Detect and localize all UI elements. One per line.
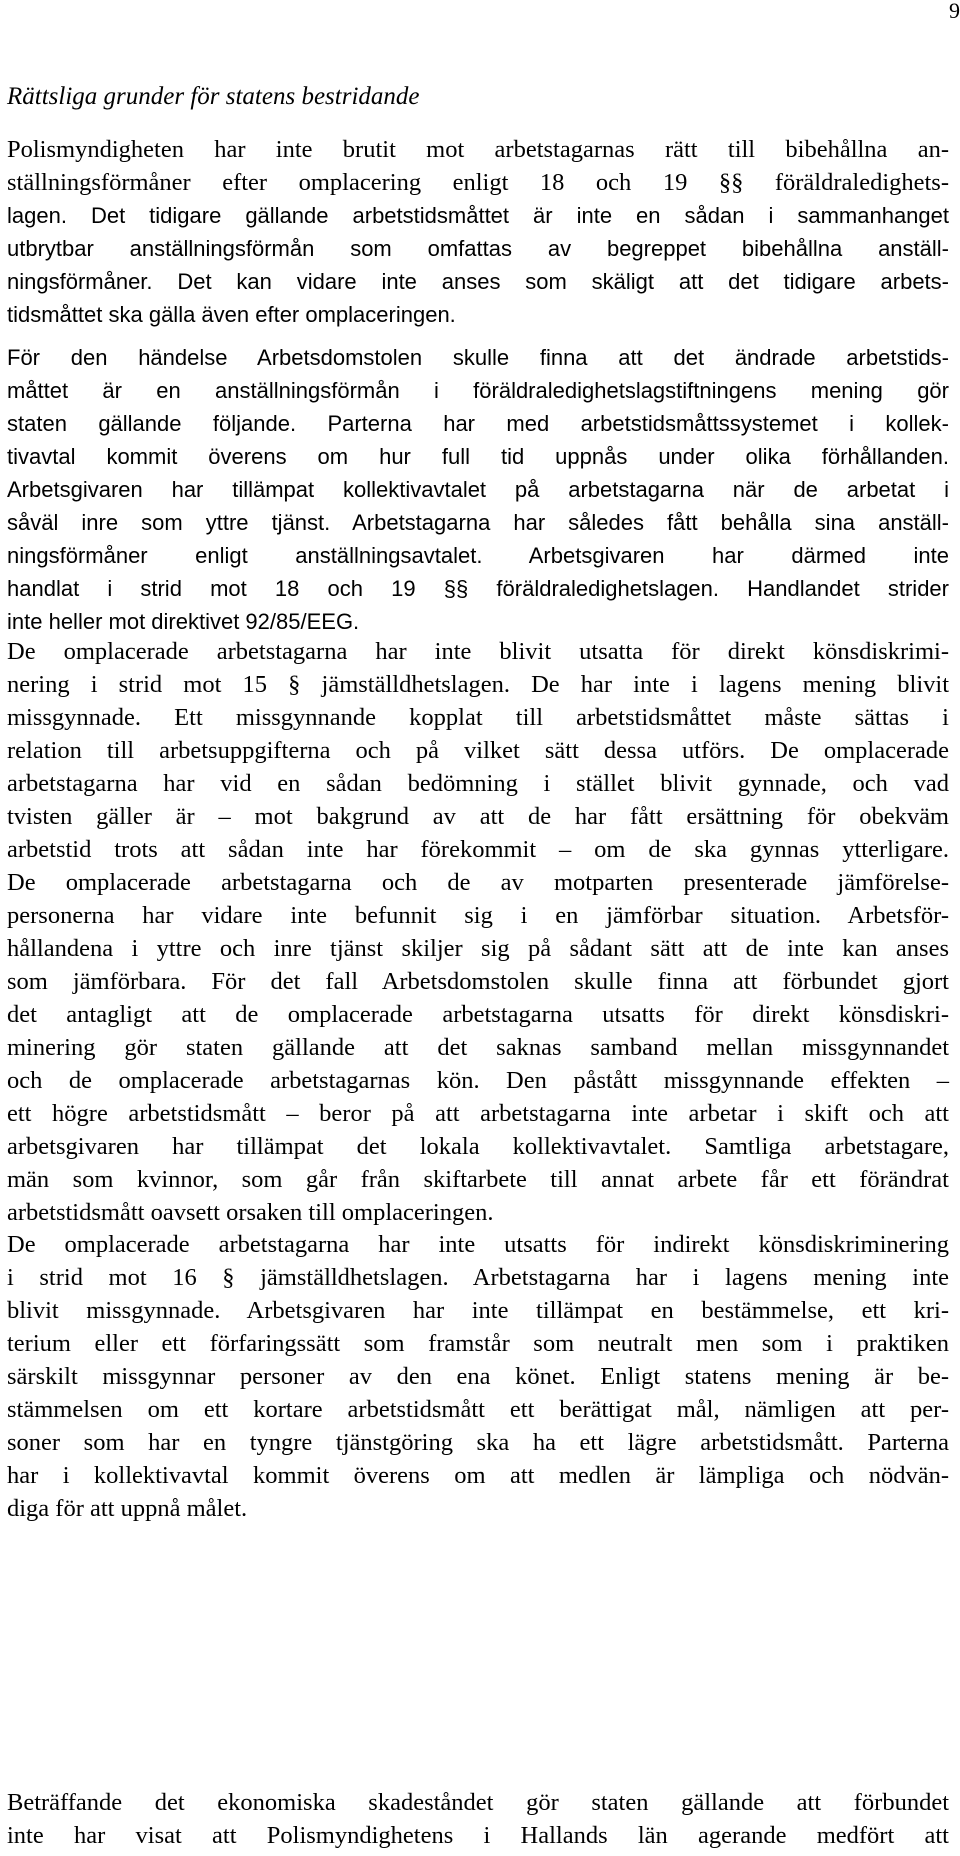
paragraph-line: De omplacerade arbetstagarna har inte utsatts för indirekt könsdiskriminering (7, 1231, 949, 1258)
paragraph-line: De omplacerade arbetstagarna har inte blivit utsatta för direkt könsdiskrimi- (7, 638, 949, 665)
paragraph-line: Arbetsgivaren har tillämpat kollektivavtalet på arbetstagarna när de arbetat i (7, 477, 949, 502)
paragraph-5 (7, 1786, 949, 1852)
paragraph-line: minering gör staten gällande att det saknas samband mellan missgynnandet (7, 1034, 949, 1061)
paragraph-line: inte heller mot direktivet 92/85/EEG. (7, 609, 360, 634)
paragraph-line: som jämförbara. För det fall Arbetsdomstolen skulle finna att förbundet gjort (7, 968, 949, 995)
paragraph-2 (7, 341, 949, 638)
paragraph-line: i strid mot 16 § jämställdhetslagen. Arbetstagarna har i lagens mening inte (7, 1264, 949, 1291)
paragraph-line: tivavtal kommit överens om hur full tid uppnås under olika förhållanden. (7, 444, 949, 469)
paragraph-line: tidsmåttet ska gälla även efter omplaceringen. (7, 302, 456, 327)
paragraph-line: handlat i strid mot 18 och 19 §§ föräldraledighetslagen. Handlandet strider (7, 576, 949, 601)
paragraph-line: utbrytbar anställningsförmån som omfattas av begreppet bibehållna anställ- (7, 236, 949, 261)
paragraph-1-continued (7, 199, 949, 331)
paragraph-line: terium eller ett förfaringssätt som framstår som neutralt men som i praktiken (7, 1330, 949, 1357)
paragraph-line: nering i strid mot 15 § jämställdhetslagen. De har inte i lagens mening blivit (7, 671, 949, 698)
paragraph-line: ett högre arbetstidsmått – beror på att arbetstagarna inte arbetar i skift och att (7, 1100, 949, 1127)
paragraph-4 (7, 1228, 949, 1525)
paragraph-line: ningsförmåner. Det kan vidare inte anses som skäligt att det tidigare arbets- (7, 269, 949, 294)
paragraph-line: arbetstid trots att sådan inte har förekommit – om de ska gynnas ytterligare. (7, 836, 949, 863)
paragraph-line: tvisten gäller är – mot bakgrund av att de har fått ersättning för obekväm (7, 803, 949, 830)
paragraph-line: stämmelsen om ett kortare arbetstidsmått ett berättigat mål, nämligen att per- (7, 1396, 949, 1423)
section-heading: Rättsliga grunder för statens bestridande (7, 83, 420, 110)
paragraph-line: personerna har vidare inte befunnit sig i en jämförbar situation. Arbetsför- (7, 902, 949, 929)
paragraph-line: missgynnade. Ett missgynnande kopplat till arbetstidsmåttet måste sättas i (7, 704, 949, 731)
paragraph-line: För den händelse Arbetsdomstolen skulle finna att det ändrade arbetstids- (7, 345, 949, 370)
paragraph-line: arbetstidsmått oavsett orsaken till omplaceringen. (7, 1199, 494, 1226)
paragraph-line: inte har visat att Polismyndighetens i Hallands län agerande medfört att (7, 1822, 949, 1849)
paragraph-line: ningsförmåner enligt anställningsavtalet. Arbetsgivaren har därmed inte (7, 543, 949, 568)
paragraph-line: och de omplacerade arbetstagarnas kön. Den påstått missgynnande effekten – (7, 1067, 949, 1094)
paragraph-line: har i kollektivavtal kommit överens om att medlen är lämpliga och nödvän- (7, 1462, 949, 1489)
paragraph-line: Beträffande det ekonomiska skadeståndet gör staten gällande att förbundet (7, 1789, 949, 1816)
paragraph-line: måttet är en anställningsförmån i föräldraledighetslagstiftningens mening gör (7, 378, 949, 403)
paragraph-line: relation till arbetsuppgifterna och på vilket sätt dessa utförs. De omplacerade (7, 737, 949, 764)
paragraph-1 (7, 133, 949, 199)
paragraph-line: det antagligt att de omplacerade arbetstagarna utsatts för direkt könsdiskri- (7, 1001, 949, 1028)
paragraph-line: soner som har en tyngre tjänstgöring ska ha ett lägre arbetstidsmått. Parterna (7, 1429, 949, 1456)
paragraph-line: hållandena i yttre och inre tjänst skiljer sig på sådant sätt att de inte kan anses (7, 935, 949, 962)
paragraph-line: blivit missgynnade. Arbetsgivaren har inte tillämpat en bestämmelse, ett kri- (7, 1297, 949, 1324)
paragraph-line: diga för att uppnå målet. (7, 1495, 248, 1522)
page-number: 9 (949, 0, 960, 23)
paragraph-line: särskilt missgynnar personer av den ena könet. Enligt statens mening är be- (7, 1363, 949, 1390)
paragraph-line: staten gällande följande. Parterna har med arbetstidsmåttssystemet i kollek- (7, 411, 949, 436)
paragraph-line: lagen. Det tidigare gällande arbetstidsmåttet är inte en sådan i sammanhanget (7, 203, 949, 228)
paragraph-3 (7, 635, 949, 1229)
paragraph-line: Polismyndigheten har inte brutit mot arbetstagarnas rätt till bibehållna an- (7, 136, 949, 163)
paragraph-line: arbetsgivaren har tillämpat det lokala kollektivavtalet. Samtliga arbetstagare, (7, 1133, 949, 1160)
paragraph-line: män som kvinnor, som går från skiftarbete till annat arbete får ett förändrat (7, 1166, 949, 1193)
paragraph-line: De omplacerade arbetstagarna och de av motparten presenterade jämförelse- (7, 869, 949, 896)
paragraph-line: ställningsförmåner efter omplacering enligt 18 och 19 §§ föräldraledighets- (7, 169, 949, 196)
paragraph-line: arbetstagarna har vid en sådan bedömning i stället blivit gynnade, och vad (7, 770, 949, 797)
paragraph-line: såväl inre som yttre tjänst. Arbetstagarna har således fått behålla sina anställ- (7, 510, 949, 535)
